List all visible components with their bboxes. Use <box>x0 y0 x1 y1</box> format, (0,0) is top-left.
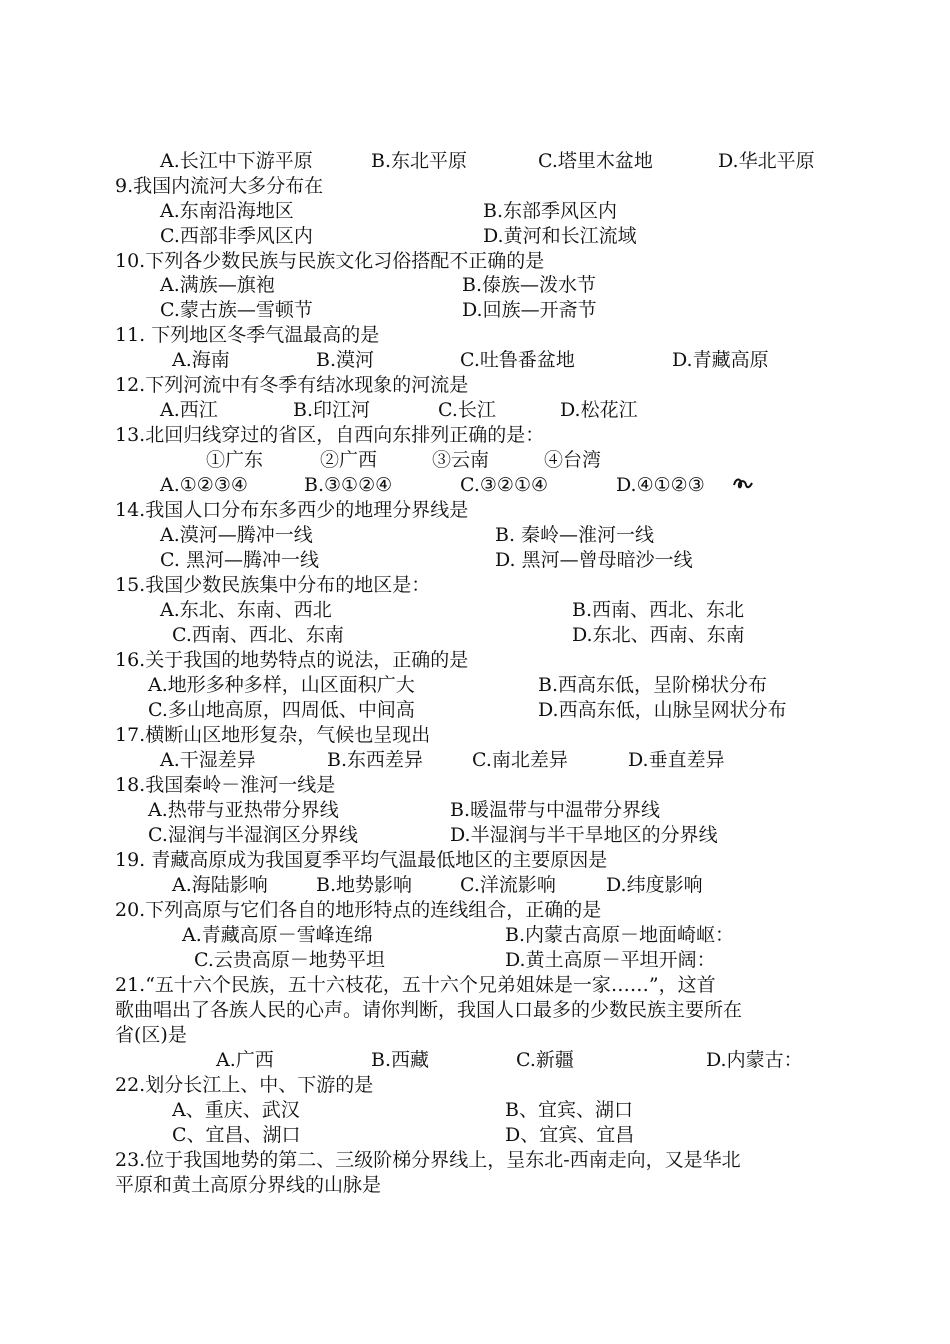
q15-option-a: A.东北、东南、西北 <box>160 599 332 621</box>
q9-option-c: C.西部非季风区内 <box>160 225 313 247</box>
q22-option-d: D、宜宾、宜昌 <box>505 1124 635 1146</box>
q21-stem-line-3: 省(区)是 <box>115 1024 187 1046</box>
q21-stem-line-2: 歌曲唱出了各族人民的心声。请你判断，我国人口最多的少数民族主要所在 <box>115 999 743 1021</box>
q14-option-d: D. 黑河—曾母暗沙一线 <box>495 549 693 571</box>
q11-stem: 11. 下列地区冬季气温最高的是 <box>115 324 380 346</box>
q15-option-b: B.西南、西北、东北 <box>572 599 745 621</box>
q17-option-c: C.南北差异 <box>472 749 568 771</box>
q16-option-a: A.地形多种多样，山区面积广大 <box>148 674 415 696</box>
q11-option-d: D.青藏高原 <box>672 349 769 371</box>
q16-stem: 16.关于我国的地势特点的说法，正确的是 <box>115 649 469 671</box>
q20-option-b: B.内蒙古高原－地面崎岖： <box>505 924 735 946</box>
q9-option-b: B.东部季风区内 <box>483 200 618 222</box>
q22-option-b: B、宜宾、湖口 <box>505 1099 633 1121</box>
q13-option-a: A.①②③④ <box>160 474 248 496</box>
q19-option-c: C.洋流影响 <box>460 874 556 896</box>
q19-option-d: D.纬度影响 <box>606 874 703 896</box>
q22-option-a: A、重庆、武汉 <box>172 1099 300 1121</box>
scribble-mark-icon <box>732 475 754 499</box>
q21-option-a: A.广西 <box>216 1049 274 1071</box>
q19-option-b: B.地势影响 <box>316 874 413 896</box>
q13-option-d: D.④①②③ <box>616 474 705 496</box>
q10-option-b: B.傣族—泼水节 <box>462 274 597 296</box>
q9-option-d: D.黄河和长江流域 <box>483 225 637 247</box>
q8-option-a: A.长江中下游平原 <box>160 150 313 172</box>
q19-option-a: A.海陆影响 <box>172 874 268 896</box>
q13-item-2: ②广西 <box>320 449 378 471</box>
q14-option-c: C. 黑河—腾冲一线 <box>160 549 319 571</box>
q20-option-c: C.云贵高原－地势平坦 <box>194 949 385 971</box>
q18-option-c: C.湿润与半湿润区分界线 <box>148 824 358 846</box>
q16-option-b: B.西高东低，呈阶梯状分布 <box>538 674 768 696</box>
q21-option-b: B.西藏 <box>371 1049 430 1071</box>
q16-option-c: C.多山地高原，四周低、中间高 <box>148 699 415 721</box>
q15-option-c: C.西南、西北、东南 <box>172 624 344 646</box>
q18-stem: 18.我国秦岭－淮河一线是 <box>115 774 336 796</box>
q11-option-a: A.海南 <box>172 349 230 371</box>
q12-option-a: A.西江 <box>160 399 218 421</box>
q13-item-3: ③云南 <box>432 449 490 471</box>
q10-option-d: D.回族—开斋节 <box>462 299 597 321</box>
q13-item-1: ①广东 <box>206 449 264 471</box>
q15-option-d: D.东北、西南、东南 <box>572 624 745 646</box>
q10-option-c: C.蒙古族—雪顿节 <box>160 299 313 321</box>
q23-stem-line-2: 平原和黄土高原分界线的山脉是 <box>115 1174 382 1196</box>
q15-stem: 15.我国少数民族集中分布的地区是： <box>115 574 431 596</box>
q9-stem: 9.我国内流河大多分布在 <box>115 175 324 197</box>
q11-option-b: B.漠河 <box>316 349 375 371</box>
q8-option-d: D.华北平原 <box>718 150 815 172</box>
q16-option-d: D.西高东低，山脉呈网状分布 <box>538 699 787 721</box>
q13-stem: 13.北回归线穿过的省区，自西向东排列正确的是： <box>115 424 545 446</box>
q20-option-d: D.黄土高原－平坦开阔： <box>505 949 716 971</box>
q14-option-a: A.漠河—腾冲一线 <box>160 524 313 546</box>
q20-option-a: A.青藏高原－雪峰连绵 <box>182 924 373 946</box>
q17-option-b: B.东西差异 <box>327 749 424 771</box>
q14-option-b: B. 秦岭—淮河一线 <box>495 524 655 546</box>
q18-option-b: B.暖温带与中温带分界线 <box>450 799 661 821</box>
q17-option-d: D.垂直差异 <box>628 749 725 771</box>
q12-option-d: D.松花江 <box>560 399 638 421</box>
q18-option-d: D.半湿润与半干旱地区的分界线 <box>450 824 718 846</box>
q8-option-c: C.塔里木盆地 <box>538 150 653 172</box>
q23-stem-line-1: 23.位于我国地势的第二、三级阶梯分界线上，呈东北-西南走向，又是华北 <box>115 1149 741 1171</box>
q12-option-b: B.印江河 <box>293 399 371 421</box>
q22-stem: 22.划分长江上、中、下游的是 <box>115 1074 374 1096</box>
q11-option-c: C.吐鲁番盆地 <box>460 349 575 371</box>
q13-option-b: B.③①②④ <box>304 474 393 496</box>
q14-stem: 14.我国人口分布东多西少的地理分界线是 <box>115 499 469 521</box>
q18-option-a: A.热带与亚热带分界线 <box>148 799 339 821</box>
q12-stem: 12.下列河流中有冬季有结冰现象的河流是 <box>115 374 469 396</box>
q17-stem: 17.横断山区地形复杂，气候也呈现出 <box>115 724 431 746</box>
q20-stem: 20.下列高原与它们各自的地形特点的连线组合，正确的是 <box>115 899 602 921</box>
q10-option-a: A.满族—旗袍 <box>160 274 275 296</box>
q8-option-b: B.东北平原 <box>371 150 468 172</box>
q21-stem-line-1: 21.“五十六个民族，五十六枝花，五十六个兄弟姐妹是一家……”，这首 <box>115 974 716 996</box>
q22-option-c: C、宜昌、湖口 <box>172 1124 301 1146</box>
q17-option-a: A.干湿差异 <box>160 749 256 771</box>
q13-item-4: ④台湾 <box>544 449 602 471</box>
q10-stem: 10.下列各少数民族与民族文化习俗搭配不正确的是 <box>115 250 545 272</box>
q13-option-c: C.③②①④ <box>460 474 549 496</box>
q9-option-a: A.东南沿海地区 <box>160 200 294 222</box>
q21-option-d: D.内蒙古： <box>706 1049 803 1071</box>
q21-option-c: C.新疆 <box>516 1049 574 1071</box>
q19-stem: 19. 青藏高原成为我国夏季平均气温最低地区的主要原因是 <box>115 849 608 871</box>
q12-option-c: C.长江 <box>438 399 496 421</box>
